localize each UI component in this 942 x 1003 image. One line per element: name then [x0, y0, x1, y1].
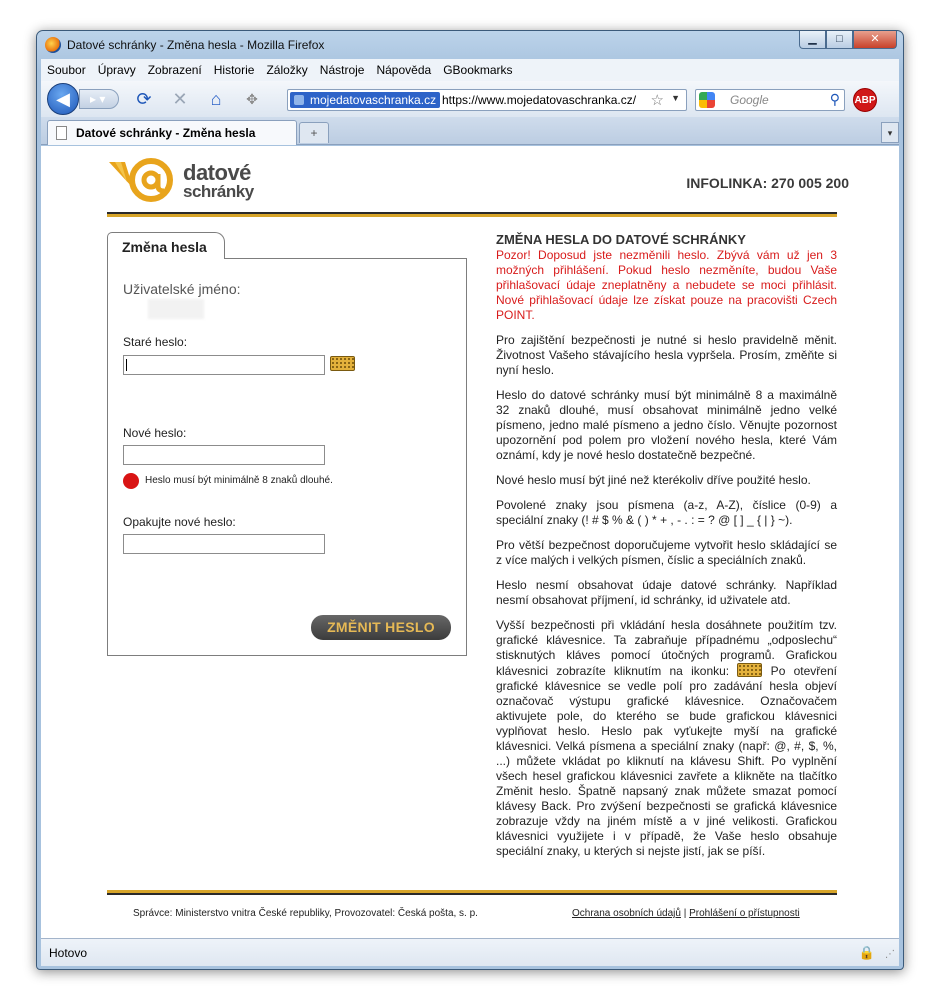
info-paragraph-7a: Vyšší bezpečnosti při vkládání hesla dosáhnete použitím tzv. grafické klávesnice. Ta zabraňuje případnému „odposlechu“ stisknutých kláves pomocí útočných programů. Grafickou klávesnici zobrazíte kliknutím na ikonku:	[496, 618, 837, 678]
text-cursor	[126, 359, 127, 371]
search-icon[interactable]: ⚲	[829, 91, 840, 107]
status-bar	[41, 938, 899, 966]
footer-operator-text: Správce: Ministerstvo vnitra České republiky, Provozovatel: Česká pošta, s. p.	[133, 908, 478, 919]
menu-soubor[interactable]: Soubor	[47, 63, 86, 77]
info-paragraph-7b: Po otevření grafické klávesnice se vedle polí pro zadávání hesla objeví označovač výstupu grafické klávesnice. Označovačem aktivujete pole, do kterého se bude grafickou klávesnici vyplňovat heslo. Heslo pak vyťukejte myší na grafické klávesnici. Velká písmena a speciální znaky (např: @, #, $, %, ...) můžete vkládat po kliknutí na klávesu Shift. Po vyplnění všech hesel grafickou klávesnici zavřete a klikněte na tlačítko Změnit heslo. Špatně napsaný znak můžete smazat pomocí klávesy Back. Pro zvýšení bezpečnosti se grafická klávesnice zobrazuje vždy na jiném místě a v jiné velikosti. Grafickou klávesnici využijete i v případě, že Vaše heslo obsahuje speciální znaky, u kterých si nejste jistí, jak se píší.	[496, 664, 837, 858]
footer-divider	[107, 890, 837, 895]
page-viewport	[41, 146, 899, 938]
address-bar[interactable]	[287, 89, 687, 111]
logo-text-schranky: schránky	[183, 182, 254, 201]
error-indicator-icon	[123, 473, 139, 489]
infolinka: INFOLINKA: 270 005 200	[686, 175, 849, 191]
menu-gbookmarks[interactable]: GBookmarks	[443, 63, 513, 77]
at-logo-icon	[107, 158, 179, 202]
info-paragraph-3: Nové heslo musí být jiné než kterékoliv dříve použité heslo.	[496, 473, 811, 487]
info-paragraph-2: Heslo do datové schránky musí být minimálně 8 a maximálně 32 znaků dlouhé, musí obsahovat minimálně jedno velké písmeno, jedno malé písmeno a jedno číslo. Věnujte pozornost upozornění pod polem pro vložení nového hesla, které Vám oznámí, kdy je nové heslo dostatečně bezpečné.	[496, 388, 837, 462]
url-text[interactable]: https://www.mojedatovaschranka.cz/	[442, 93, 637, 107]
home-icon[interactable]: ⌂	[210, 89, 222, 109]
tab-bar	[41, 117, 899, 145]
form-tab-label: Změna hesla	[122, 239, 207, 255]
adblock-icon[interactable]: ABP	[853, 88, 877, 112]
repeat-password-label: Opakujte nové heslo:	[123, 515, 236, 529]
info-paragraph-6: Heslo nesmí obsahovat údaje datové schránky. Například nesmí obsahovat příjmení, id schránky, id uživatele atd.	[496, 578, 837, 607]
menu-napoveda[interactable]: Nápověda	[376, 63, 432, 77]
navigation-toolbar	[41, 81, 899, 117]
addon-icon[interactable]: ✥	[246, 91, 258, 107]
new-password-label: Nové heslo:	[123, 426, 187, 440]
maximize-button[interactable]: □	[826, 31, 853, 49]
site-identity-badge[interactable]: mojedatovaschranka.cz	[290, 92, 440, 108]
username-value	[148, 299, 204, 319]
info-paragraph-7	[496, 618, 837, 859]
new-password-input[interactable]	[123, 445, 325, 465]
url-dropdown-icon[interactable]: ▼	[671, 93, 680, 103]
info-paragraph-1: Pro zajištění bezpečnosti je nutné si heslo pravidelně měnit. Životnost Vašeho stávajícího hesla vypršela. Prosím, změňte si nyní heslo.	[496, 333, 837, 377]
old-password-label: Staré heslo:	[123, 335, 188, 349]
accessibility-link[interactable]: Prohlášení o přístupnosti	[689, 908, 800, 919]
lock-icon[interactable]: 🔒	[858, 945, 875, 960]
repeat-password-input[interactable]	[123, 534, 325, 554]
old-password-input[interactable]	[123, 355, 325, 375]
footer-separator: |	[680, 908, 690, 919]
new-tab-button[interactable]: +	[299, 122, 329, 143]
keyboard-icon-inline	[737, 663, 762, 677]
header-divider	[107, 212, 837, 217]
bookmark-star-icon[interactable]: ☆	[650, 92, 664, 109]
back-button[interactable]: ◀	[47, 83, 79, 115]
username-label: Uživatelské jméno:	[123, 281, 241, 297]
tab-list-button[interactable]: ▾	[881, 122, 899, 143]
form-tab	[107, 232, 225, 259]
page-icon	[56, 126, 67, 140]
privacy-link[interactable]: Ochrana osobních údajů	[572, 908, 681, 919]
forward-button[interactable]: ▸ ▾	[79, 89, 119, 109]
datove-schranky-logo	[107, 158, 267, 206]
menu-zobrazeni[interactable]: Zobrazení	[147, 63, 202, 77]
menu-zalozky[interactable]: Záložky	[266, 63, 308, 77]
stop-icon[interactable]: ✕	[172, 89, 188, 109]
change-password-button[interactable]: ZMĚNIT HESLO	[311, 615, 451, 640]
info-column	[496, 232, 837, 869]
google-icon[interactable]	[699, 92, 715, 108]
menu-upravy[interactable]: Úpravy	[97, 63, 136, 77]
firefox-icon	[45, 37, 61, 53]
password-change-form	[107, 258, 467, 656]
info-paragraph-4: Povolené znaky jsou písmena (a-z, A-Z), číslice (0-9) a speciální znaky (! # $ % & ( ) * + , - . : = ? @ [ ] _ { | } ~).	[496, 498, 837, 527]
resize-grip-icon[interactable]: ⋰	[885, 949, 895, 960]
keyboard-icon[interactable]	[330, 356, 355, 371]
search-bar[interactable]	[695, 89, 845, 111]
browser-window	[36, 30, 904, 970]
close-button[interactable]: ✕	[853, 31, 897, 49]
window-title: Datové schránky - Změna hesla - Mozilla Firefox	[67, 38, 325, 52]
tab-datove-schranky[interactable]	[47, 120, 297, 145]
info-title: ZMĚNA HESLA DO DATOVÉ SCHRÁNKY	[496, 232, 746, 247]
status-text: Hotovo	[49, 946, 88, 960]
info-paragraph-5: Pro větší bezpečnost doporučujeme vytvořit heslo skládající se z více malých i velkých písmen, číslic a speciálních znaků.	[496, 538, 837, 567]
password-error-message: Heslo musí být minimálně 8 znaků dlouhé.	[145, 475, 333, 486]
reload-icon[interactable]: ⟳	[136, 89, 152, 109]
footer-links	[572, 908, 800, 919]
minimize-button[interactable]: ▁	[799, 31, 826, 49]
window-controls	[799, 31, 897, 49]
menu-nastroje[interactable]: Nástroje	[319, 63, 365, 77]
title-bar	[37, 31, 903, 59]
search-input[interactable]: Google	[730, 93, 769, 107]
menu-historie[interactable]: Historie	[213, 63, 255, 77]
menu-bar	[41, 59, 899, 81]
tab-label: Datové schránky - Změna hesla	[76, 126, 256, 140]
logo-text-datove: datové	[183, 160, 251, 185]
warning-text: Pozor! Doposud jste nezměnili heslo. Zbývá vám už jen 3 možných přihlášení. Pokud heslo nezměníte, budou Vaše přihlašovací údaje zneplatněny a nebudete se moci přihlásit. Nové přihlašovací údaje lze získat pouze na pracovišti Czech POINT.	[496, 248, 837, 322]
